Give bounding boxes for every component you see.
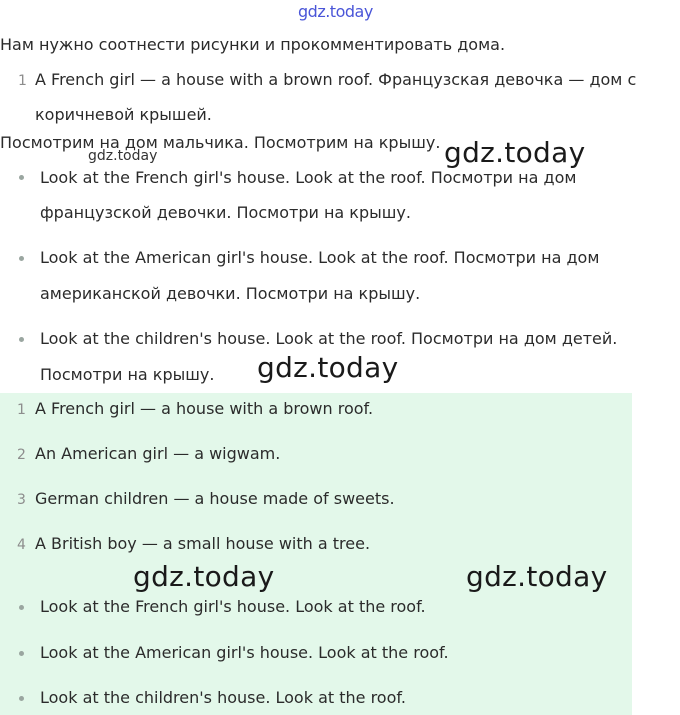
watermark: gdz.today [466, 560, 608, 593]
answer-item: A French girl — a house with a brown roof. [35, 399, 374, 418]
list-number: 4 [17, 537, 26, 553]
intro-text: Нам нужно соотнести рисунки и прокомментировать дома. [0, 35, 506, 54]
bullet-line: Look at the French girl's house. Look at the roof. Посмотри на дом [40, 168, 577, 187]
answer-item: An American girl — a wigwam. [35, 444, 281, 463]
task-line: A French girl — a house with a brown roof. Французская девочка — дом с [35, 70, 637, 89]
answer-bullet: Look at the American girl's house. Look at the roof. [40, 643, 449, 662]
bullet-dot [19, 696, 24, 701]
answer-bullet: Look at the French girl's house. Look at the roof. [40, 597, 426, 616]
answer-item: German children — a house made of sweets. [35, 489, 395, 508]
bullet-dot [19, 651, 24, 656]
answer-item: A British boy — a small house with a tree. [35, 534, 371, 553]
list-number: 3 [17, 492, 26, 508]
watermark-small: gdz.today [88, 148, 158, 164]
bullet-dot [19, 256, 24, 261]
list-number: 2 [17, 447, 26, 463]
bullet-dot [19, 337, 24, 342]
bullet-line: Look at the children's house. Look at the roof. Посмотри на дом детей. [40, 329, 618, 348]
bullet-line: американской девочки. Посмотри на крышу. [40, 284, 421, 303]
task-line: коричневой крышей. [35, 105, 212, 124]
bullet-line: Look at the American girl's house. Look at the roof. Посмотри на дом [40, 248, 600, 267]
boy-line: Посмотрим на дом мальчика. Посмотрим на крышу. [0, 133, 441, 152]
bullet-dot [19, 175, 24, 180]
watermark: gdz.today [257, 351, 399, 384]
bullet-line: Посмотри на крышу. [40, 365, 215, 384]
bullet-dot [19, 605, 24, 610]
answer-bullet: Look at the children's house. Look at the roof. [40, 688, 406, 707]
watermark: gdz.today [133, 560, 275, 593]
list-number: 1 [18, 73, 27, 89]
watermark-top: gdz.today [298, 2, 373, 21]
list-number: 1 [17, 402, 26, 418]
watermark: gdz.today [444, 136, 586, 169]
bullet-line: французской девочки. Посмотри на крышу. [40, 203, 411, 222]
answer-block [0, 393, 632, 715]
